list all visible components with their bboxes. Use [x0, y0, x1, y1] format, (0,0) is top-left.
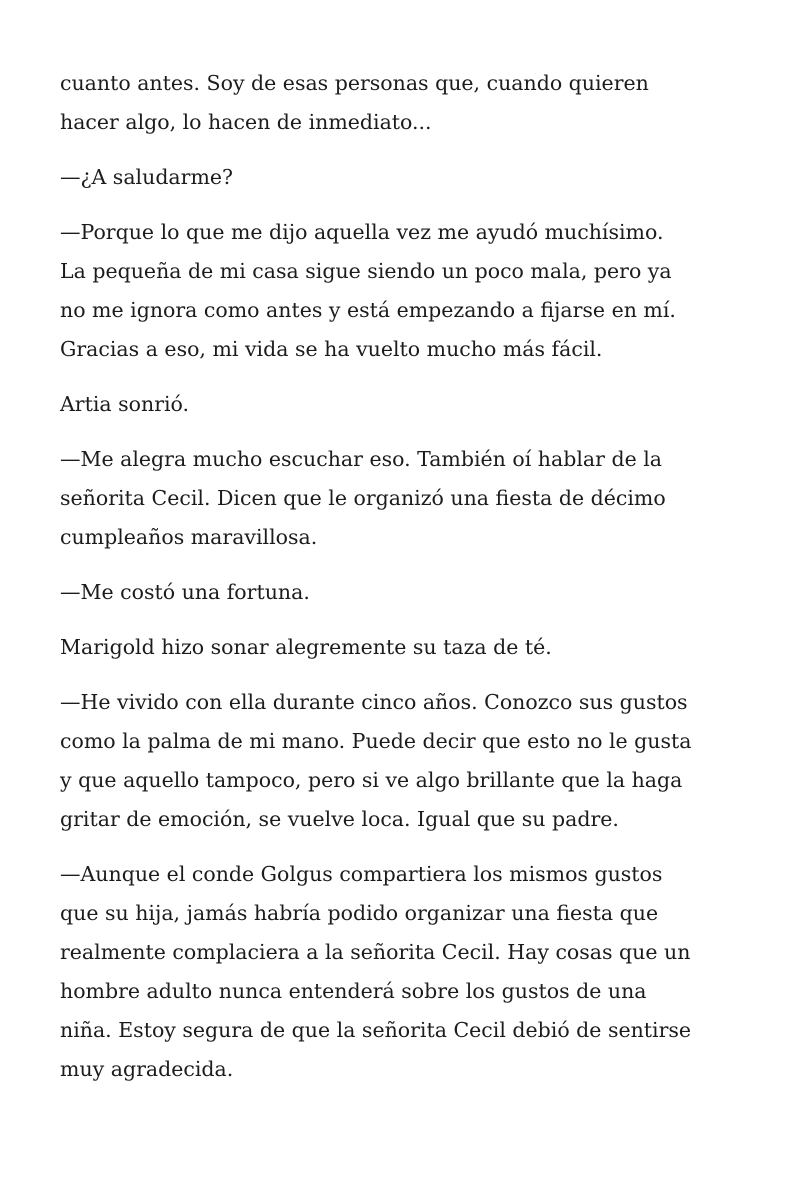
text-line: —Me alegra mucho escuchar eso. También oí hablar de la	[60, 447, 662, 471]
text-line: Artia sonrió.	[60, 392, 190, 416]
text-line: hombre adulto nunca entenderá sobre los gustos de una	[60, 979, 647, 1003]
text-line: niña. Estoy segura de que la señorita Cecil debió de sentirse	[60, 1018, 692, 1042]
text-line: —Me costó una fortuna.	[60, 580, 310, 604]
paragraph	[60, 64, 760, 142]
text-line: Marigold hizo sonar alegremente su taza de té.	[60, 635, 552, 659]
text-line: no me ignora como antes y está empezando a fijarse en mí.	[60, 298, 676, 322]
paragraph	[60, 628, 760, 667]
text-line: como la palma de mi mano. Puede decir que esto no le gusta	[60, 729, 692, 753]
book-page	[60, 64, 760, 1105]
text-line: cuanto antes. Soy de esas personas que, cuando quieren	[60, 71, 649, 95]
text-body	[60, 64, 760, 1089]
paragraph	[60, 213, 760, 369]
text-line: —He vivido con ella durante cinco años. Conozco sus gustos	[60, 690, 688, 714]
paragraph	[60, 855, 760, 1089]
text-line: Gracias a eso, mi vida se ha vuelto mucho más fácil.	[60, 337, 603, 361]
paragraph	[60, 683, 760, 839]
text-line: La pequeña de mi casa sigue siendo un poco mala, pero ya	[60, 259, 672, 283]
text-line: y que aquello tampoco, pero si ve algo brillante que la haga	[60, 768, 683, 792]
paragraph	[60, 573, 760, 612]
text-line: señorita Cecil. Dicen que le organizó una fiesta de décimo	[60, 486, 666, 510]
text-line: cumpleaños maravillosa.	[60, 525, 318, 549]
text-line: que su hija, jamás habría podido organizar una fiesta que	[60, 901, 659, 925]
text-line: muy agradecida.	[60, 1057, 234, 1081]
text-line: gritar de emoción, se vuelve loca. Igual que su padre.	[60, 807, 619, 831]
paragraph	[60, 158, 760, 197]
text-line: —Porque lo que me dijo aquella vez me ayudó muchísimo.	[60, 220, 664, 244]
paragraph	[60, 440, 760, 557]
text-line: —Aunque el conde Golgus compartiera los mismos gustos	[60, 862, 663, 886]
paragraph	[60, 385, 760, 424]
text-line: hacer algo, lo hacen de inmediato...	[60, 110, 432, 134]
text-line: realmente complaciera a la señorita Cecil. Hay cosas que un	[60, 940, 691, 964]
text-line: —¿A saludarme?	[60, 165, 234, 189]
